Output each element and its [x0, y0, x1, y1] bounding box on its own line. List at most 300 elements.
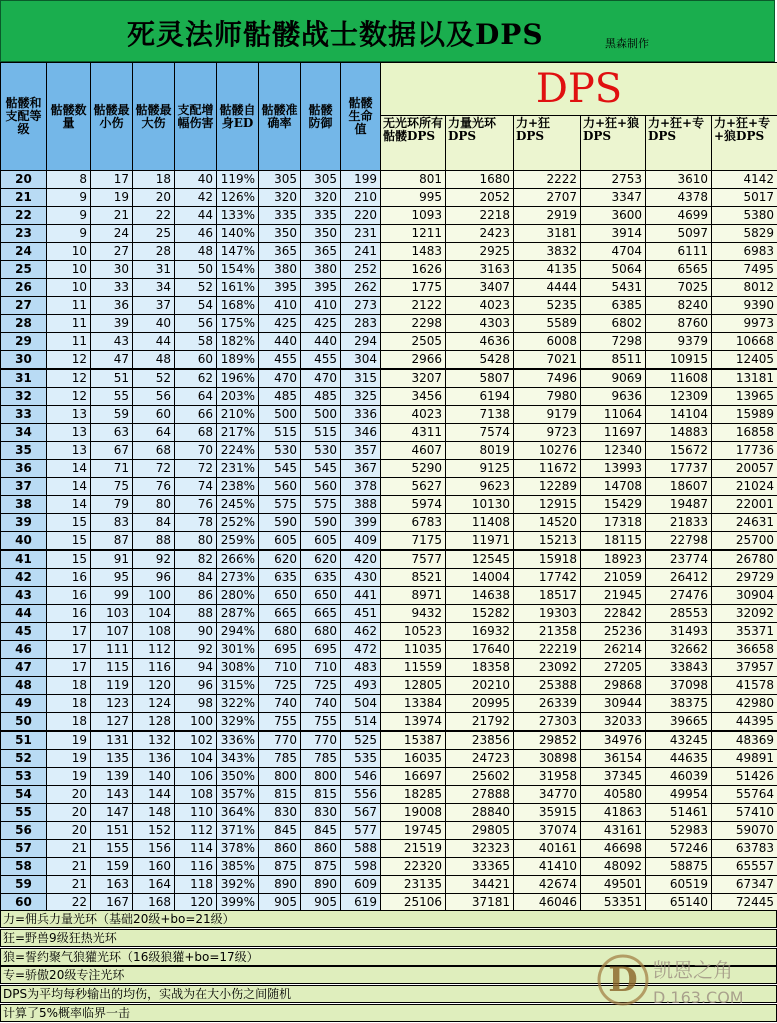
table-cell: 9379	[646, 333, 712, 351]
table-cell: 47	[91, 351, 133, 370]
table-cell: 770	[301, 731, 341, 750]
table-row	[1, 569, 777, 587]
table-cell: 890	[301, 876, 341, 894]
level-cell: 29	[1, 333, 47, 351]
table-cell: 4023	[381, 406, 446, 424]
table-cell: 6983	[712, 243, 777, 261]
table-cell: 51461	[646, 804, 712, 822]
table-cell: 605	[259, 532, 301, 551]
table-cell: 59070	[712, 822, 777, 840]
table-cell: 455	[301, 351, 341, 370]
table-cell: 44635	[646, 750, 712, 768]
table-row	[1, 894, 777, 912]
table-cell: 57410	[712, 804, 777, 822]
table-cell: 252	[341, 261, 381, 279]
table-cell: 371%	[217, 822, 259, 840]
table-cell: 120	[175, 894, 217, 912]
table-cell: 20	[47, 786, 91, 804]
table-cell: 470	[301, 369, 341, 388]
table-cell: 4704	[581, 243, 646, 261]
table-cell: 152	[133, 822, 175, 840]
table-cell: 4607	[381, 442, 446, 460]
table-row	[1, 587, 777, 605]
table-row	[1, 388, 777, 406]
table-cell: 42	[175, 189, 217, 207]
table-cell: 395	[301, 279, 341, 297]
table-cell: 455	[259, 351, 301, 370]
table-cell: 116	[133, 659, 175, 677]
table-cell: 83	[91, 514, 133, 532]
table-cell: 33	[91, 279, 133, 297]
level-cell: 30	[1, 351, 47, 370]
table-cell: 156	[133, 840, 175, 858]
table-cell: 2925	[446, 243, 514, 261]
table-cell: 2218	[446, 207, 514, 225]
table-cell: 5290	[381, 460, 446, 478]
table-cell: 26412	[646, 569, 712, 587]
column-header-left: 骷髅数量	[47, 63, 91, 171]
table-cell: 357	[341, 442, 381, 460]
table-cell: 378%	[217, 840, 259, 858]
table-cell: 100	[175, 713, 217, 732]
table-cell: 725	[259, 677, 301, 695]
table-cell: 18115	[581, 532, 646, 551]
table-cell: 106	[175, 768, 217, 786]
table-cell: 133%	[217, 207, 259, 225]
table-cell: 17	[47, 659, 91, 677]
table-cell: 11697	[581, 424, 646, 442]
table-cell: 88	[175, 605, 217, 623]
table-cell: 20	[47, 804, 91, 822]
table-cell: 46046	[514, 894, 581, 912]
table-cell: 161%	[217, 279, 259, 297]
table-cell: 62	[175, 369, 217, 388]
table-cell: 21024	[712, 478, 777, 496]
table-cell: 21	[47, 858, 91, 876]
table-cell: 21792	[446, 713, 514, 732]
table-cell: 108	[175, 786, 217, 804]
column-header-dps: 无光环所有骷髅DPS	[381, 116, 446, 171]
table-cell: 650	[259, 587, 301, 605]
table-cell: 11064	[581, 406, 646, 424]
level-cell: 31	[1, 369, 47, 388]
table-row	[1, 804, 777, 822]
table-cell: 308%	[217, 659, 259, 677]
table-cell: 5380	[712, 207, 777, 225]
table-cell: 530	[259, 442, 301, 460]
table-cell: 37098	[646, 677, 712, 695]
column-header-left: 骷髅准确率	[259, 63, 301, 171]
table-cell: 32662	[646, 641, 712, 659]
table-cell: 5589	[514, 315, 581, 333]
table-cell: 99	[91, 587, 133, 605]
table-cell: 9432	[381, 605, 446, 623]
table-cell: 5235	[514, 297, 581, 315]
watermark-brand: 凯恩之角	[653, 958, 733, 982]
table-row	[1, 786, 777, 804]
table-cell: 2707	[514, 189, 581, 207]
table-cell: 220	[341, 207, 381, 225]
table-cell: 31958	[514, 768, 581, 786]
table-cell: 9069	[581, 369, 646, 388]
table-cell: 167	[91, 894, 133, 912]
table-cell: 67	[91, 442, 133, 460]
table-cell: 12	[47, 369, 91, 388]
table-cell: 74	[175, 478, 217, 496]
table-cell: 560	[301, 478, 341, 496]
note-line: 计算了5%概率临界一击	[0, 1004, 777, 1022]
table-cell: 22798	[646, 532, 712, 551]
table-cell: 24631	[712, 514, 777, 532]
table-cell: 18517	[514, 587, 581, 605]
table-cell: 530	[301, 442, 341, 460]
table-cell: 483	[341, 659, 381, 677]
level-cell: 48	[1, 677, 47, 695]
table-cell: 740	[301, 695, 341, 713]
table-cell: 515	[301, 424, 341, 442]
table-cell: 148	[133, 804, 175, 822]
table-cell: 4023	[446, 297, 514, 315]
table-row	[1, 460, 777, 478]
table-cell: 420	[341, 550, 381, 569]
table-cell: 19	[47, 750, 91, 768]
table-cell: 11971	[446, 532, 514, 551]
table-cell: 67347	[712, 876, 777, 894]
table-cell: 15282	[446, 605, 514, 623]
table-cell: 15213	[514, 532, 581, 551]
table-cell: 357%	[217, 786, 259, 804]
table-cell: 2122	[381, 297, 446, 315]
table-cell: 31493	[646, 623, 712, 641]
table-cell: 30898	[514, 750, 581, 768]
table-row	[1, 369, 777, 388]
table-cell: 9	[47, 225, 91, 243]
table-row	[1, 768, 777, 786]
table-cell: 329%	[217, 713, 259, 732]
table-cell: 48	[175, 243, 217, 261]
table-cell: 103	[91, 605, 133, 623]
table-cell: 29805	[446, 822, 514, 840]
level-cell: 41	[1, 550, 47, 569]
table-cell: 104	[175, 750, 217, 768]
table-cell: 15	[47, 532, 91, 551]
table-cell: 245%	[217, 496, 259, 514]
table-cell: 620	[301, 550, 341, 569]
table-cell: 5974	[381, 496, 446, 514]
table-cell: 12340	[581, 442, 646, 460]
table-cell: 147%	[217, 243, 259, 261]
table-cell: 124	[133, 695, 175, 713]
table-cell: 9	[47, 207, 91, 225]
table-cell: 7577	[381, 550, 446, 569]
table-cell: 12309	[646, 388, 712, 406]
table-cell: 38375	[646, 695, 712, 713]
table-cell: 2966	[381, 351, 446, 370]
table-cell: 26214	[581, 641, 646, 659]
table-cell: 425	[301, 315, 341, 333]
table-cell: 24723	[446, 750, 514, 768]
table-cell: 25236	[581, 623, 646, 641]
table-cell: 82	[175, 550, 217, 569]
table-cell: 231	[341, 225, 381, 243]
table-cell: 15	[47, 550, 91, 569]
level-cell: 43	[1, 587, 47, 605]
table-cell: 68	[175, 424, 217, 442]
table-cell: 154%	[217, 261, 259, 279]
table-cell: 21	[47, 876, 91, 894]
table-cell: 890	[259, 876, 301, 894]
level-cell: 26	[1, 279, 47, 297]
table-cell: 283	[341, 315, 381, 333]
table-cell: 44395	[712, 713, 777, 732]
table-cell: 800	[301, 768, 341, 786]
table-cell: 710	[301, 659, 341, 677]
note-line: 狂=野兽9级狂热光环	[0, 929, 777, 947]
table-cell: 6565	[646, 261, 712, 279]
table-cell: 2298	[381, 315, 446, 333]
note-line: 狼=誓约聚气狼獾光环（16级狼獾+bo=17级）	[0, 948, 777, 966]
table-cell: 493	[341, 677, 381, 695]
table-cell: 217%	[217, 424, 259, 442]
table-cell: 41578	[712, 677, 777, 695]
level-cell: 54	[1, 786, 47, 804]
table-cell: 13974	[381, 713, 446, 732]
table-cell: 98	[175, 695, 217, 713]
table-cell: 132	[133, 731, 175, 750]
table-cell: 5627	[381, 478, 446, 496]
table-cell: 27303	[514, 713, 581, 732]
table-cell: 16	[47, 587, 91, 605]
table-cell: 7980	[514, 388, 581, 406]
table-cell: 241	[341, 243, 381, 261]
table-cell: 65140	[646, 894, 712, 912]
table-cell: 51	[91, 369, 133, 388]
table-cell: 22	[133, 207, 175, 225]
table-cell: 14883	[646, 424, 712, 442]
table-cell: 18	[47, 695, 91, 713]
table-cell: 15989	[712, 406, 777, 424]
table-cell: 680	[259, 623, 301, 641]
table-cell: 32033	[581, 713, 646, 732]
table-cell: 94	[175, 659, 217, 677]
table-cell: 118	[175, 876, 217, 894]
table-cell: 231%	[217, 460, 259, 478]
table-cell: 10	[47, 243, 91, 261]
table-row	[1, 677, 777, 695]
table-cell: 500	[301, 406, 341, 424]
table-cell: 1680	[446, 171, 514, 189]
table-cell: 44	[175, 207, 217, 225]
table-cell: 598	[341, 858, 381, 876]
table-row	[1, 225, 777, 243]
table-cell: 55	[91, 388, 133, 406]
table-cell: 15387	[381, 731, 446, 750]
table-cell: 108	[133, 623, 175, 641]
table-cell: 20210	[446, 677, 514, 695]
table-cell: 15918	[514, 550, 581, 569]
table-cell: 210	[341, 189, 381, 207]
table-cell: 22320	[381, 858, 446, 876]
table-row	[1, 713, 777, 732]
table-cell: 815	[259, 786, 301, 804]
table-cell: 21	[47, 840, 91, 858]
table-cell: 25	[133, 225, 175, 243]
table-cell: 17318	[581, 514, 646, 532]
table-cell: 112	[133, 641, 175, 659]
table-row	[1, 858, 777, 876]
table-cell: 6802	[581, 315, 646, 333]
table-cell: 60	[133, 406, 175, 424]
table-cell: 19008	[381, 804, 446, 822]
column-header-left: 骷髅最大伤	[133, 63, 175, 171]
table-cell: 135	[91, 750, 133, 768]
table-cell: 5807	[446, 369, 514, 388]
column-header-left: 骷髅最小伤	[91, 63, 133, 171]
table-row	[1, 641, 777, 659]
table-cell: 128	[133, 713, 175, 732]
table-cell: 1626	[381, 261, 446, 279]
table-row	[1, 532, 777, 551]
table-cell: 224%	[217, 442, 259, 460]
table-cell: 76	[175, 496, 217, 514]
table-cell: 7495	[712, 261, 777, 279]
table-cell: 18	[133, 171, 175, 189]
table-cell: 365	[259, 243, 301, 261]
table-cell: 11035	[381, 641, 446, 659]
table-cell: 12405	[712, 351, 777, 370]
table-cell: 104	[133, 605, 175, 623]
table-cell: 995	[381, 189, 446, 207]
table-cell: 21358	[514, 623, 581, 641]
table-cell: 635	[301, 569, 341, 587]
table-cell: 710	[259, 659, 301, 677]
table-cell: 199	[341, 171, 381, 189]
table-cell: 4142	[712, 171, 777, 189]
table-cell: 20	[47, 822, 91, 840]
table-cell: 44	[133, 333, 175, 351]
table-cell: 11	[47, 333, 91, 351]
table-cell: 19745	[381, 822, 446, 840]
table-cell: 294%	[217, 623, 259, 641]
table-cell: 46039	[646, 768, 712, 786]
table-cell: 273%	[217, 569, 259, 587]
table-cell: 575	[259, 496, 301, 514]
table-cell: 7025	[646, 279, 712, 297]
level-cell: 47	[1, 659, 47, 677]
table-cell: 127	[91, 713, 133, 732]
title-bar	[0, 0, 775, 62]
watermark-letter: D	[608, 960, 638, 1000]
table-cell: 8	[47, 171, 91, 189]
table-cell: 3407	[446, 279, 514, 297]
table-row	[1, 514, 777, 532]
level-cell: 42	[1, 569, 47, 587]
table-cell: 90	[175, 623, 217, 641]
table-cell: 21	[91, 207, 133, 225]
note-line: 专=骄傲20级专注光环	[0, 966, 777, 984]
table-cell: 34976	[581, 731, 646, 750]
table-cell: 49501	[581, 876, 646, 894]
level-cell: 35	[1, 442, 47, 460]
level-cell: 20	[1, 171, 47, 189]
table-cell: 14	[47, 496, 91, 514]
column-header-left: 骷髅防御	[301, 63, 341, 171]
table-cell: 111	[91, 641, 133, 659]
table-cell: 37	[133, 297, 175, 315]
note-line: DPS为平均每秒输出的均伤，实战为在大小伤之间随机	[0, 985, 777, 1003]
table-cell: 266%	[217, 550, 259, 569]
table-cell: 4636	[446, 333, 514, 351]
table-cell: 875	[301, 858, 341, 876]
level-cell: 24	[1, 243, 47, 261]
level-cell: 59	[1, 876, 47, 894]
table-cell: 695	[259, 641, 301, 659]
table-cell: 16035	[381, 750, 446, 768]
table-cell: 3347	[581, 189, 646, 207]
level-cell: 22	[1, 207, 47, 225]
table-cell: 4378	[646, 189, 712, 207]
table-cell: 16697	[381, 768, 446, 786]
table-cell: 335	[301, 207, 341, 225]
table-cell: 32092	[712, 605, 777, 623]
table-cell: 23135	[381, 876, 446, 894]
table-cell: 35915	[514, 804, 581, 822]
level-cell: 60	[1, 894, 47, 912]
table-cell: 5829	[712, 225, 777, 243]
column-header-dps: 力+狂DPS	[514, 116, 581, 171]
table-cell: 740	[259, 695, 301, 713]
table-row	[1, 605, 777, 623]
level-cell: 50	[1, 713, 47, 732]
level-cell: 33	[1, 406, 47, 424]
table-cell: 107	[91, 623, 133, 641]
table-cell: 59	[91, 406, 133, 424]
table-cell: 17	[47, 623, 91, 641]
column-header-left: 骷髅自身ED	[217, 63, 259, 171]
table-cell: 11	[47, 315, 91, 333]
table-cell: 52983	[646, 822, 712, 840]
table-cell: 4303	[446, 315, 514, 333]
table-cell: 15429	[581, 496, 646, 514]
table-cell: 119%	[217, 171, 259, 189]
table-row	[1, 840, 777, 858]
table-cell: 56	[175, 315, 217, 333]
table-cell: 9723	[514, 424, 581, 442]
table-cell: 119	[91, 677, 133, 695]
table-cell: 6008	[514, 333, 581, 351]
table-cell: 27205	[581, 659, 646, 677]
column-header-left: 骷髅生命值	[341, 63, 381, 171]
table-cell: 8012	[712, 279, 777, 297]
table-cell: 12	[47, 388, 91, 406]
table-cell: 770	[259, 731, 301, 750]
table-cell: 8971	[381, 587, 446, 605]
table-cell: 13384	[381, 695, 446, 713]
table-row	[1, 750, 777, 768]
dps-heading: DPS	[535, 66, 623, 112]
level-cell: 32	[1, 388, 47, 406]
table-cell: 34	[133, 279, 175, 297]
table-cell: 21945	[581, 587, 646, 605]
table-cell: 287%	[217, 605, 259, 623]
table-cell: 3832	[514, 243, 581, 261]
table-cell: 2505	[381, 333, 446, 351]
table-cell: 322%	[217, 695, 259, 713]
table-cell: 71	[91, 460, 133, 478]
table-cell: 346	[341, 424, 381, 442]
table-cell: 96	[175, 677, 217, 695]
table-cell: 143	[91, 786, 133, 804]
